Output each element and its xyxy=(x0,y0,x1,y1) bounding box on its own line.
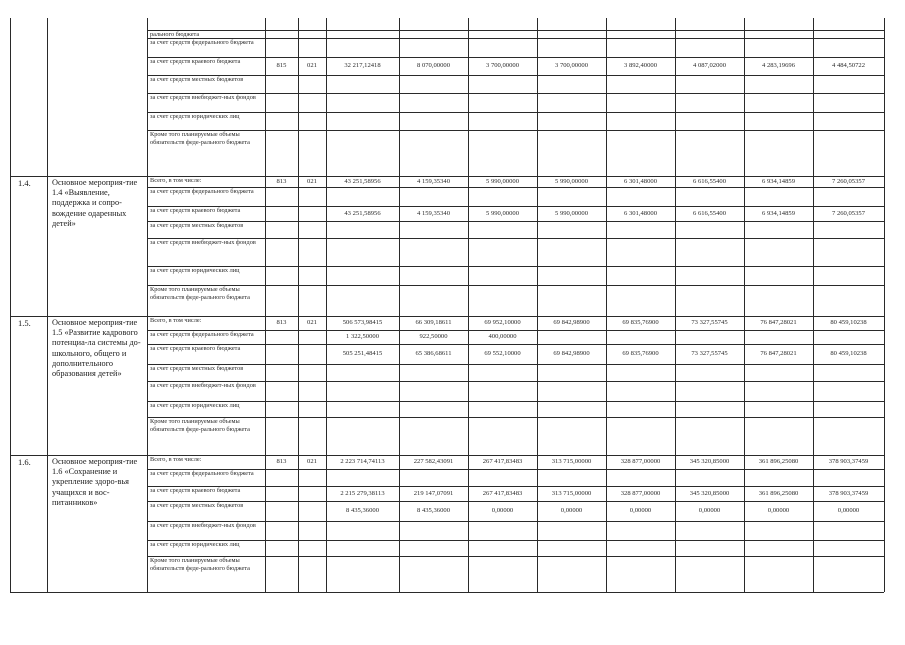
grbs-code: 813 xyxy=(276,458,287,465)
amount-cell: 80 459,10238 xyxy=(830,350,867,357)
amount-cell: 345 320,85000 xyxy=(689,458,730,465)
amount-cell: 7 260,05357 xyxy=(832,177,865,185)
amount-cell: 0,00000 xyxy=(560,507,583,514)
amount-cell: 8 435,36000 xyxy=(346,507,379,514)
funding-source-label: за счет средств внебюджет-ных фондов xyxy=(150,522,256,529)
amount-cell: 267 417,83483 xyxy=(482,458,523,465)
amount-cell: 69 842,98900 xyxy=(553,350,590,357)
section-code: 021 xyxy=(307,177,317,185)
amount-cell: 1 322,50000 xyxy=(346,333,379,340)
measure-number: 1.4. xyxy=(18,178,31,188)
amount-cell: 76 847,28021 xyxy=(760,319,797,326)
funding-source-label: за счет средств юридических лиц xyxy=(150,402,240,409)
measure-number: 1.6. xyxy=(18,457,31,467)
funding-source-label: Кроме того планируемые объемы обязательств феде-рального бюджета xyxy=(150,286,250,301)
amount-cell: 227 582,43091 xyxy=(413,458,454,465)
amount-cell: 43 251,58956 xyxy=(344,177,381,185)
amount-cell: 65 386,68611 xyxy=(415,350,452,357)
amount-cell: 69 842,98900 xyxy=(553,319,590,326)
measure-title: Основное мероприя-тие 1.5 «Развитие кадрового потенциа-ла системы до-школьного, общего и дополнительного образования детей» xyxy=(52,318,141,379)
section-code: 021 xyxy=(307,62,317,69)
amount-cell: 506 573,98415 xyxy=(342,319,383,326)
funding-source-label: Кроме того планируемые объемы обязательств феде-рального бюджета xyxy=(150,418,250,433)
funding-source-label: за счет средств местных бюджетов xyxy=(150,502,244,509)
grbs-code: 813 xyxy=(276,177,287,185)
amount-cell: 5 990,00000 xyxy=(486,177,519,185)
amount-cell: 6 616,55400 xyxy=(693,177,726,185)
amount-cell: 8 435,36000 xyxy=(417,507,450,514)
amount-cell: 313 715,00000 xyxy=(551,489,592,497)
amount-cell: 8 070,00000 xyxy=(417,62,450,69)
section-code: 021 xyxy=(307,458,317,465)
funding-source-label: за счет средств краевого бюджета xyxy=(150,345,241,352)
amount-cell: 69 835,76900 xyxy=(622,319,659,326)
amount-cell: 4 159,35340 xyxy=(417,209,450,217)
amount-cell: 505 251,48415 xyxy=(342,350,383,357)
amount-cell: 4 087,02000 xyxy=(693,62,726,69)
funding-source-label: за счет средств федерального бюджета xyxy=(150,188,254,195)
funding-source-label: Всего, в том числе: xyxy=(150,456,202,463)
amount-cell: 32 217,12418 xyxy=(344,62,381,69)
funding-source-label: за счет средств юридических лиц xyxy=(150,267,240,274)
amount-cell: 3 700,00000 xyxy=(555,62,588,69)
amount-cell: 378 903,37459 xyxy=(828,458,869,465)
amount-cell: 5 990,00000 xyxy=(555,177,588,185)
funding-source-label: за счет средств местных бюджетов xyxy=(150,76,244,83)
amount-cell: 328 877,00000 xyxy=(620,489,661,497)
measure-title: Основное мероприя-тие 1.6 «Сохранение и укрепление здоро-вья учащихся и вос-питанников» xyxy=(52,457,138,507)
section-code: 021 xyxy=(307,319,317,326)
funding-source-label: за счет средств внебюджет-ных фондов xyxy=(150,239,256,246)
amount-cell: 80 459,10238 xyxy=(830,319,867,326)
amount-cell: 69 552,10000 xyxy=(484,350,521,357)
funding-source-label: за счет средств федерального бюджета xyxy=(150,39,254,46)
amount-cell: 0,00000 xyxy=(698,507,721,514)
funding-source-label: рального бюджета xyxy=(150,31,200,38)
amount-cell: 361 896,25080 xyxy=(758,489,799,497)
amount-cell: 43 251,58956 xyxy=(344,209,381,217)
funding-source-label: за счет средств краевого бюджета xyxy=(150,207,241,214)
amount-cell: 73 327,55745 xyxy=(691,319,728,326)
funding-source-label: за счет средств юридических лиц xyxy=(150,113,240,120)
funding-source-label: за счет средств федерального бюджета xyxy=(150,331,254,338)
amount-cell: 2 215 279,38113 xyxy=(340,489,385,497)
amount-cell: 400,00000 xyxy=(488,333,517,340)
funding-source-label: за счет средств краевого бюджета xyxy=(150,58,241,65)
funding-source-label: Всего, в том числе: xyxy=(150,177,202,184)
funding-source-label: за счет средств краевого бюджета xyxy=(150,487,241,494)
amount-cell: 73 327,55745 xyxy=(691,350,728,357)
funding-source-label: за счет средств внебюджет-ных фондов xyxy=(150,94,256,101)
amount-cell: 345 320,85000 xyxy=(689,489,730,497)
funding-source-label: Кроме того планируемые объемы обязательств феде-рального бюджета xyxy=(150,557,250,572)
amount-cell: 0,00000 xyxy=(629,507,652,514)
amount-cell: 4 159,35340 xyxy=(417,177,450,185)
funding-source-label: за счет средств внебюджет-ных фондов xyxy=(150,382,256,389)
amount-cell: 6 616,55400 xyxy=(693,209,726,217)
amount-cell: 922,50000 xyxy=(419,333,448,340)
funding-source-label: за счет средств местных бюджетов xyxy=(150,222,244,229)
amount-cell: 69 835,76900 xyxy=(622,350,659,357)
amount-cell: 4 484,50722 xyxy=(832,62,865,69)
amount-cell: 328 877,00000 xyxy=(620,458,661,465)
amount-cell: 6 301,48000 xyxy=(624,177,657,185)
amount-cell: 69 952,10000 xyxy=(484,319,521,326)
amount-cell: 5 990,00000 xyxy=(555,209,588,217)
amount-cell: 361 896,25080 xyxy=(758,458,799,465)
amount-cell: 3 892,40000 xyxy=(624,62,657,69)
amount-cell: 0,00000 xyxy=(767,507,790,514)
amount-cell: 3 700,00000 xyxy=(486,62,519,69)
amount-cell: 6 934,14859 xyxy=(762,209,795,217)
funding-source-label: Кроме того планируемые объемы обязательств феде-рального бюджета xyxy=(150,131,250,146)
funding-source-label: за счет средств федерального бюджета xyxy=(150,470,254,477)
amount-cell: 2 223 714,74113 xyxy=(340,458,385,465)
amount-cell: 6 934,14859 xyxy=(762,177,795,185)
amount-cell: 66 309,18611 xyxy=(415,319,452,326)
amount-cell: 313 715,00000 xyxy=(551,458,592,465)
funding-source-label: за счет средств местных бюджетов xyxy=(150,365,244,372)
funding-source-label: Всего, в том числе: xyxy=(150,317,202,324)
amount-cell: 76 847,28021 xyxy=(760,350,797,357)
amount-cell: 5 990,00000 xyxy=(486,209,519,217)
amount-cell: 267 417,83483 xyxy=(482,489,523,497)
grbs-code: 813 xyxy=(276,319,287,326)
amount-cell: 4 283,19696 xyxy=(762,62,795,69)
amount-cell: 378 903,37459 xyxy=(828,489,869,497)
measure-title: Основное мероприя-тие 1.4 «Выявление, поддержка и сопро-вождение одаренных детей» xyxy=(52,178,138,228)
funding-source-label: за счет средств юридических лиц xyxy=(150,541,240,548)
measure-number: 1.5. xyxy=(18,318,31,328)
amount-cell: 7 260,05357 xyxy=(832,209,865,217)
amount-cell: 6 301,48000 xyxy=(624,209,657,217)
amount-cell: 0,00000 xyxy=(837,507,860,514)
grbs-code: 815 xyxy=(276,62,287,69)
amount-cell: 219 147,07091 xyxy=(413,489,454,497)
amount-cell: 0,00000 xyxy=(491,507,514,514)
